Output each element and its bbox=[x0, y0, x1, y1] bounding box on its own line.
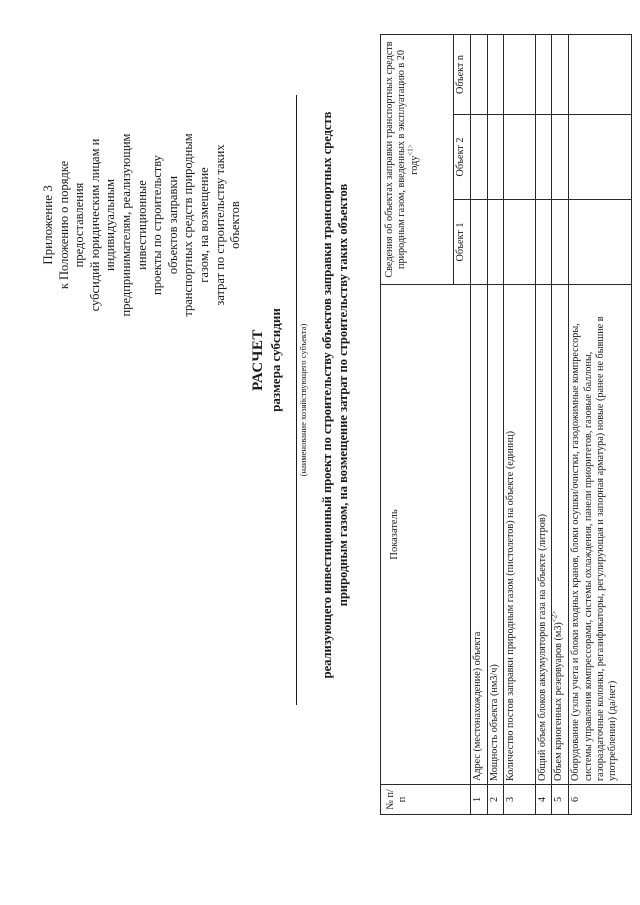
header-objects-group bbox=[381, 34, 454, 284]
cell-object-2 bbox=[470, 115, 487, 200]
document-title bbox=[250, 255, 284, 465]
header-num: № п/п bbox=[381, 785, 471, 815]
title-subtitle: размера субсидии bbox=[268, 308, 283, 412]
cell-object-2 bbox=[487, 115, 504, 200]
entity-name-caption: (наименование хозяйствующего субъекта) bbox=[298, 323, 308, 477]
row-number: 1 bbox=[470, 785, 487, 815]
row-number: 6 bbox=[569, 785, 632, 815]
cell-object-1 bbox=[470, 200, 487, 285]
appendix-heading: Приложение 3 bbox=[40, 185, 55, 265]
cell-object-n bbox=[535, 34, 552, 114]
appendix-line: к Положению о порядке предоставления bbox=[56, 160, 87, 290]
table-row bbox=[552, 34, 569, 814]
row-number: 5 bbox=[552, 785, 569, 815]
row-footnote: <2> bbox=[551, 610, 560, 623]
table-row bbox=[569, 34, 632, 814]
row-indicator bbox=[552, 285, 569, 785]
row-indicator: Общий объем блоков аккумуляторов газа на объекте (литров) bbox=[535, 285, 552, 785]
cell-object-1 bbox=[487, 200, 504, 285]
appendix-header bbox=[40, 130, 244, 320]
appendix-line: транспортных средств природным газом, на возмещение bbox=[181, 133, 211, 317]
row-number: 2 bbox=[487, 785, 504, 815]
cell-object-n bbox=[552, 34, 569, 114]
table-row bbox=[535, 34, 552, 814]
cell-object-1 bbox=[535, 200, 552, 285]
appendix-line: проекты по строительству объектов заправки bbox=[150, 155, 180, 295]
cell-object-1 bbox=[552, 200, 569, 285]
row-indicator: Количество постов заправки природным газом (пистолетов) на объекте (единиц) bbox=[504, 285, 535, 785]
header-object-n: Объект n bbox=[454, 34, 471, 114]
cell-object-1 bbox=[504, 200, 535, 285]
appendix-line: предпринимателям, реализующим инвестиционные bbox=[118, 133, 149, 317]
cell-object-2 bbox=[535, 115, 552, 200]
row-indicator: Оборудование (узлы учета и блоки входных кранов, блоки осушки/очистки, газодожимные компрессоры, системы управления компрессорами, системы охлаждения, панели приоритетов, газовые баллоны, газораздаточные колонки, регазификаторы, регулирующая и запорная арматура) новые (ранее не бывшие в употреблении) (да/нет) bbox=[569, 285, 632, 785]
cell-object-1 bbox=[569, 200, 632, 285]
row-indicator-text: Объем криогенных резервуаров (м3) bbox=[553, 622, 565, 781]
cell-object-n bbox=[470, 34, 487, 114]
table-row bbox=[470, 34, 487, 814]
table-row bbox=[487, 34, 504, 814]
appendix-line: затрат по строительству таких объектов bbox=[212, 144, 243, 306]
description-line-2: природным газом, на возмещение затрат по строительству таких объектов bbox=[335, 183, 350, 607]
cell-object-n bbox=[569, 34, 632, 114]
row-indicator: Мощность объекта (нм3/ч) bbox=[487, 285, 504, 785]
row-number: 4 bbox=[535, 785, 552, 815]
table-header-row bbox=[381, 34, 454, 814]
header-indicator: Показатель bbox=[381, 285, 471, 785]
cell-object-n bbox=[504, 34, 535, 114]
header-object-2: Объект 2 bbox=[454, 115, 471, 200]
subsidy-table bbox=[380, 34, 632, 815]
cell-object-2 bbox=[552, 115, 569, 200]
description-line-1: реализующего инвестиционный проект по строительству объектов заправки транспортных средств bbox=[320, 111, 334, 679]
cell-object-n bbox=[487, 34, 504, 114]
cell-object-2 bbox=[569, 115, 632, 200]
title-main: РАСЧЕТ bbox=[250, 329, 266, 391]
row-indicator: Адрес (местонахождение) объекта bbox=[470, 285, 487, 785]
header-group-text: Сведения об объектах заправки транспортных средств природным газом, введенных в эксплуатацию в 20 году bbox=[384, 41, 420, 278]
entity-name-field bbox=[296, 95, 308, 705]
header-object-1: Объект 1 bbox=[454, 200, 471, 285]
entity-name-line bbox=[296, 95, 297, 705]
header-group-footnote: <1> bbox=[406, 144, 415, 156]
cell-object-2 bbox=[504, 115, 535, 200]
table-row bbox=[504, 34, 535, 814]
document-description bbox=[320, 65, 351, 725]
row-number: 3 bbox=[504, 785, 535, 815]
appendix-line: субсидий юридическим лицам и индивидуальным bbox=[87, 138, 118, 312]
